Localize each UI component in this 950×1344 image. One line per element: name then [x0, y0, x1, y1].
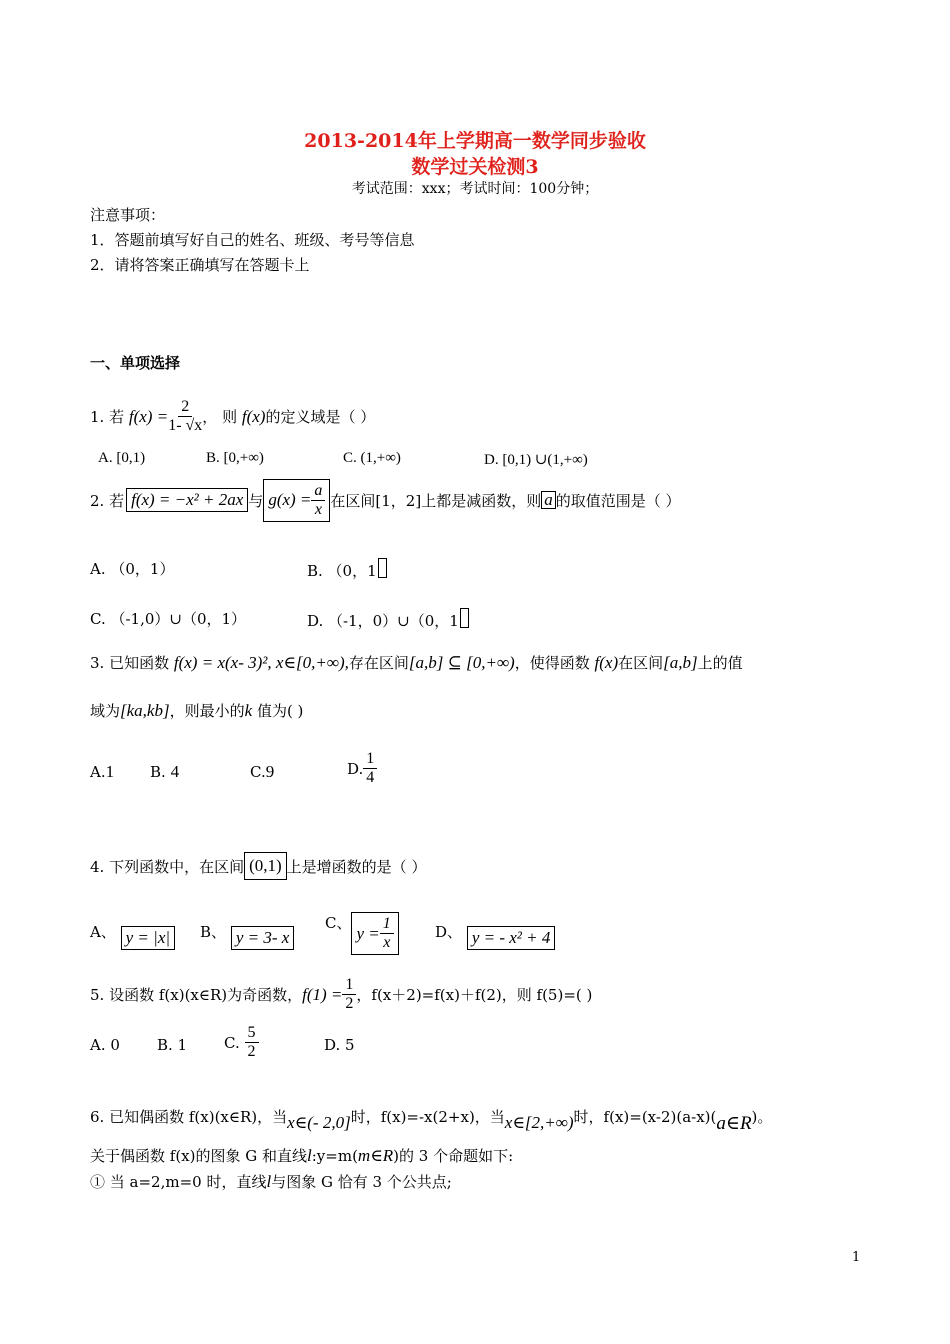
q1-fraction	[168, 398, 202, 435]
q3-fx: f(x)	[594, 652, 619, 672]
q3-option-d-den: 4	[366, 769, 375, 786]
q6-cond1: x∈(- 2,0]	[287, 1112, 351, 1132]
q2-option-b-text: B. （0，1	[307, 562, 377, 580]
q2-option-c: C. （-1,0）∪（0，1）	[90, 610, 247, 628]
q6-mid2: 时，f(x)=(x-2)(a-x)(	[573, 1108, 717, 1126]
q1-option-c: C. (1,+∞)	[343, 450, 401, 466]
notes-item-2: 2．请将答案正确填写在答题卡上	[90, 256, 310, 274]
q5-option-c-fraction	[245, 1024, 259, 1061]
q4-option-c-formula	[351, 912, 398, 955]
q1-frac-den: 1- √x	[168, 417, 203, 434]
q3-interval: [a,b] ⊆ [0,+∞)	[408, 652, 515, 672]
q4-option-d	[435, 912, 555, 950]
q1-option-b: B. [0,+∞)	[206, 450, 264, 466]
q4-option-c-fraction	[380, 915, 394, 952]
q2-option-b	[307, 558, 387, 581]
q4-option-d-formula: y = - x² + 4	[467, 926, 556, 950]
question-2	[90, 474, 680, 526]
q3-option-b-value: 4	[170, 762, 180, 781]
q3-mid2: ，使得函数	[514, 654, 590, 672]
question-6-line-2	[90, 1145, 513, 1166]
q2-and: 与	[248, 491, 264, 510]
q5-option-c-label: C.	[224, 1033, 240, 1052]
q4-option-c-label: C、	[325, 914, 352, 932]
q4-option-a-formula: y = |x|	[121, 926, 175, 950]
q2-g-den: x	[314, 500, 322, 518]
q6-suffix: )。	[751, 1108, 773, 1126]
q3-option-b	[150, 762, 179, 782]
section-heading-single-choice: 一、单项选择	[90, 354, 181, 372]
q5-option-a: A. 0	[90, 1036, 120, 1054]
q5-option-d: D. 5	[324, 1036, 355, 1054]
q4-option-c-num: 1	[380, 915, 394, 934]
q2-option-d-text: D. （-1，0）∪（0，1	[307, 612, 459, 630]
q4-option-c-left: y =	[356, 923, 380, 943]
q3-option-c	[250, 762, 274, 782]
q6-cond2: x∈[2,+∞)	[504, 1112, 574, 1132]
q3-option-d	[347, 750, 377, 787]
q2-option-a: A. （0，1）	[90, 560, 175, 578]
q4-suffix: 上是增函数的是（ ）	[286, 857, 427, 876]
q2-g-num: a	[311, 482, 325, 501]
q6-l2: l	[266, 1171, 272, 1191]
q4-option-d-label: D、	[435, 922, 463, 941]
q3-option-a-label: A.	[90, 763, 106, 781]
q4-interval: (0,1)	[244, 852, 287, 880]
q6-line2-suffix: )的 3 个命题如下:	[393, 1147, 514, 1165]
q3-option-a-value: 1	[105, 762, 115, 781]
q5-suffix: ，f(x＋2)=f(x)＋f(2)，则 f(5)=( )	[356, 986, 593, 1004]
q4-option-c-den: x	[383, 934, 391, 951]
q3-option-a	[90, 762, 114, 782]
q3-line2-mid: ，则最小的	[169, 702, 245, 720]
q3-option-c-value: 9	[265, 762, 275, 781]
q3-suffix: 上的值	[697, 654, 743, 672]
q2-f-formula: f(x) = −x² + 2ax	[126, 488, 248, 512]
q1-func: f(x) =	[128, 406, 169, 426]
q3-option-d-label: D.	[347, 759, 364, 778]
q2-option-d-placeholder-box	[460, 608, 469, 628]
q5-prefix: 5. 设函数 f(x)(x∈R)为奇函数，	[90, 986, 303, 1004]
q5-option-c-den: 2	[247, 1043, 256, 1060]
q3-option-d-num: 1	[363, 750, 377, 769]
question-6-line-1	[90, 1098, 772, 1135]
q3-prefix: 3. 已知函数	[90, 654, 170, 672]
q3-func: f(x) = x(x- 3)², x∈[0,+∞),	[173, 652, 349, 672]
q1-middle: ， 则	[202, 408, 238, 426]
question-6-line-3	[90, 1171, 452, 1192]
q4-option-b-formula: y = 3- x	[231, 926, 294, 950]
q3-option-d-fraction	[363, 750, 377, 787]
q4-option-a	[90, 912, 175, 950]
question-5	[90, 976, 592, 1013]
q1-prefix: 1. 若	[90, 408, 125, 426]
q4-option-a-label: A、	[90, 922, 116, 941]
q3-line2-prefix: 域为	[90, 702, 121, 720]
q2-option-b-placeholder-box	[378, 558, 387, 578]
q1-suffix: 的定义域是（ ）	[265, 408, 376, 426]
page-number: 1	[852, 1250, 861, 1265]
q2-a-symbol: a	[541, 491, 556, 509]
q1-func2: f(x)	[241, 406, 266, 426]
q4-prefix: 4. 下列函数中，在区间	[90, 857, 245, 876]
question-4	[90, 852, 426, 880]
document-title-line2: 数学过关检测3	[411, 156, 539, 178]
q6-m-in-R: m∈R	[357, 1145, 394, 1165]
q2-suffix: 的取值范围是（ ）	[555, 491, 681, 510]
q5-option-b: B. 1	[157, 1036, 188, 1054]
q1-frac-num: 2	[178, 398, 192, 417]
q3-mid3: 在区间	[618, 654, 664, 672]
q5-option-c-num: 5	[245, 1024, 259, 1043]
q4-option-b	[200, 912, 294, 950]
question-3-line-2	[90, 700, 303, 721]
q6-line3-prefix: ① 当 a=2,m=0 时，直线	[90, 1173, 267, 1191]
q6-a-in-R: a∈R	[716, 1113, 752, 1134]
q5-option-c	[224, 1024, 259, 1061]
q6-line2-mid: :y=m(	[311, 1146, 358, 1165]
q6-prefix: 6. 已知偶函数 f(x)(x∈R)，当	[90, 1108, 288, 1126]
q5-f1: f(1) =	[302, 984, 343, 1004]
question-1	[90, 398, 375, 435]
notes-item-1: 1．答题前填写好自己的姓名、班级、考号等信息	[90, 231, 415, 249]
q3-option-c-label: C.	[250, 763, 266, 781]
q5-den: 2	[345, 995, 354, 1012]
notes-heading: 注意事项：	[90, 206, 166, 224]
q2-prefix: 2. 若	[90, 491, 125, 510]
q6-mid1: 时，f(x)=-x(2+x)，当	[350, 1108, 505, 1126]
q2-g-fraction	[311, 482, 325, 519]
q2-g-left: g(x) =	[268, 490, 312, 509]
q3-option-b-label: B.	[150, 763, 166, 781]
q3-k: k	[244, 700, 253, 720]
q4-option-c	[325, 912, 399, 955]
q3-mid1: 存在区间	[348, 654, 409, 672]
q2-option-d	[307, 608, 469, 631]
document-title-line1: 2013-2014年上学期高一数学同步验收	[304, 130, 646, 152]
exam-info: 考试范围：xxx；考试时间：100分钟；	[351, 181, 599, 197]
q3-ab: [a,b]	[663, 652, 698, 672]
q1-option-a: A. [0,1)	[98, 450, 146, 466]
q2-middle: 在区间[1，2]上都是减函数，则	[330, 491, 542, 510]
q6-l: l	[307, 1145, 312, 1165]
q4-option-b-label: B、	[200, 922, 227, 941]
q6-line2-prefix: 关于偶函数 f(x)的图象 G 和直线	[90, 1147, 308, 1165]
question-3-line-1	[90, 652, 743, 673]
q3-line2-suffix: 值为( )	[256, 702, 304, 720]
q1-option-d: D. [0,1) ∪(1,+∞)	[484, 452, 588, 468]
q5-fraction	[342, 976, 356, 1013]
q3-kakb: [ka,kb]	[120, 700, 170, 720]
q5-num: 1	[342, 976, 356, 995]
q6-line3-suffix: 与图象 G 恰有 3 个公共点;	[271, 1173, 452, 1191]
q2-g-formula	[263, 479, 330, 522]
